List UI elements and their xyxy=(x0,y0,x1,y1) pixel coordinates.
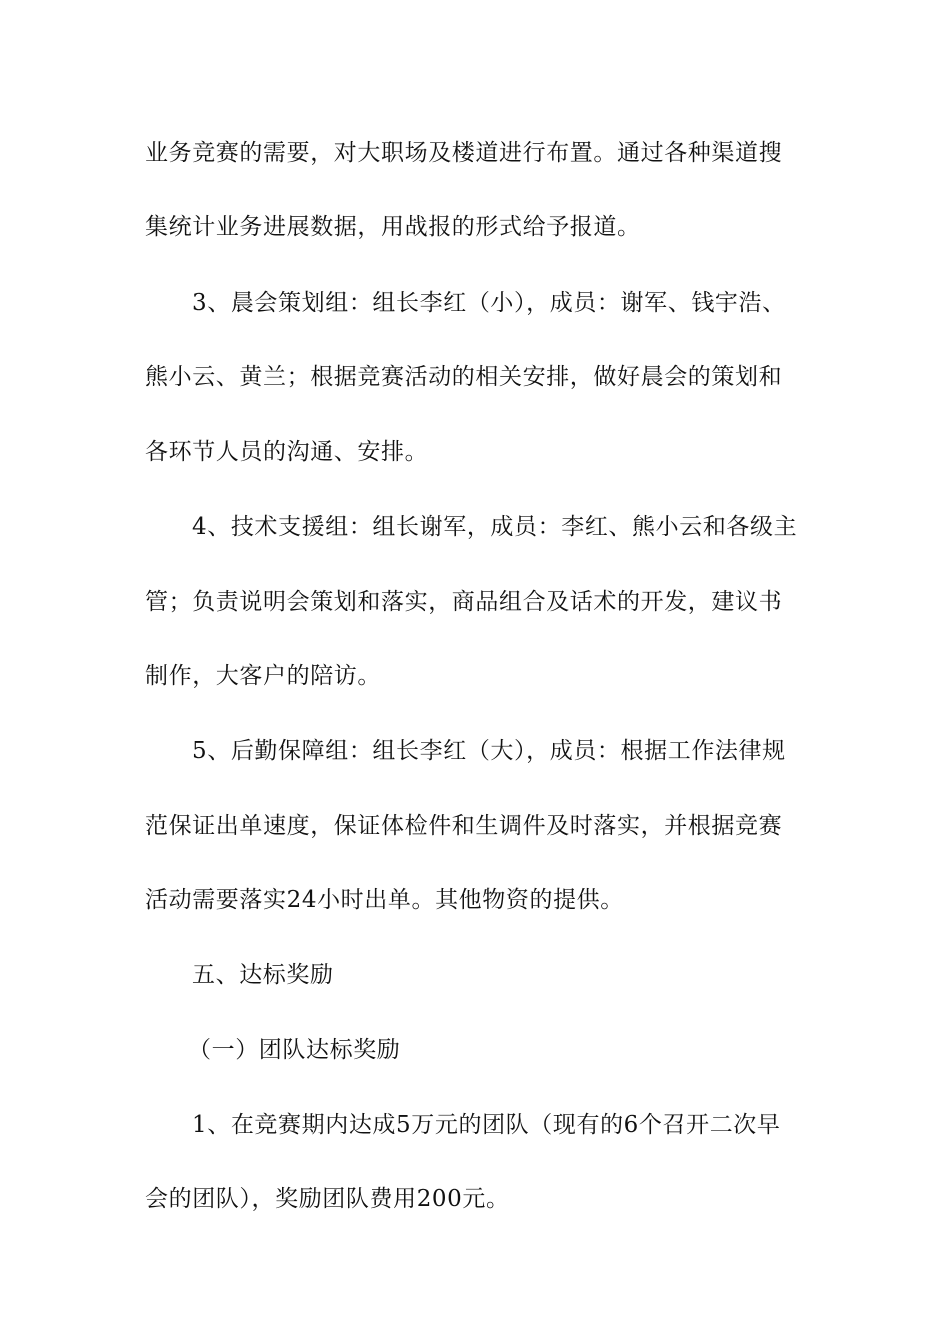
paragraph-line: 活动需要落实24小时出单。其他物资的提供。 xyxy=(145,887,624,913)
paragraph-line: 集统计业务进展数据，用战报的形式给予报道。 xyxy=(145,214,641,240)
section-heading: 五、达标奖励 xyxy=(192,962,334,988)
paragraph-line: 管；负责说明会策划和落实，商品组合及话术的开发，建议书 xyxy=(145,589,783,615)
paragraph-line: 制作，大客户的陪访。 xyxy=(145,663,381,689)
paragraph-line: 业务竞赛的需要，对大职场及楼道进行布置。通过各种渠道搜 xyxy=(145,140,783,166)
paragraph-line: 各环节人员的沟通、安排。 xyxy=(145,439,429,465)
paragraph-line: 会的团队），奖励团队费用200元。 xyxy=(145,1186,510,1212)
paragraph-line: 3、晨会策划组：组长李红（小），成员：谢军、钱宇浩、 xyxy=(192,290,786,316)
paragraph-line: 5、后勤保障组：组长李红（大），成员：根据工作法律规 xyxy=(192,738,786,764)
paragraph-line: 4、技术支援组：组长谢军，成员：李红、熊小云和各级主 xyxy=(192,514,798,540)
paragraph-line: 范保证出单速度，保证体检件和生调件及时落实，并根据竞赛 xyxy=(145,813,783,839)
paragraph-line: 熊小云、黄兰；根据竞赛活动的相关安排，做好晨会的策划和 xyxy=(145,364,783,390)
paragraph-line: 1、在竞赛期内达成5万元的团队（现有的6个召开二次早 xyxy=(192,1112,781,1138)
subsection-heading: （一）团队达标奖励 xyxy=(188,1037,401,1063)
